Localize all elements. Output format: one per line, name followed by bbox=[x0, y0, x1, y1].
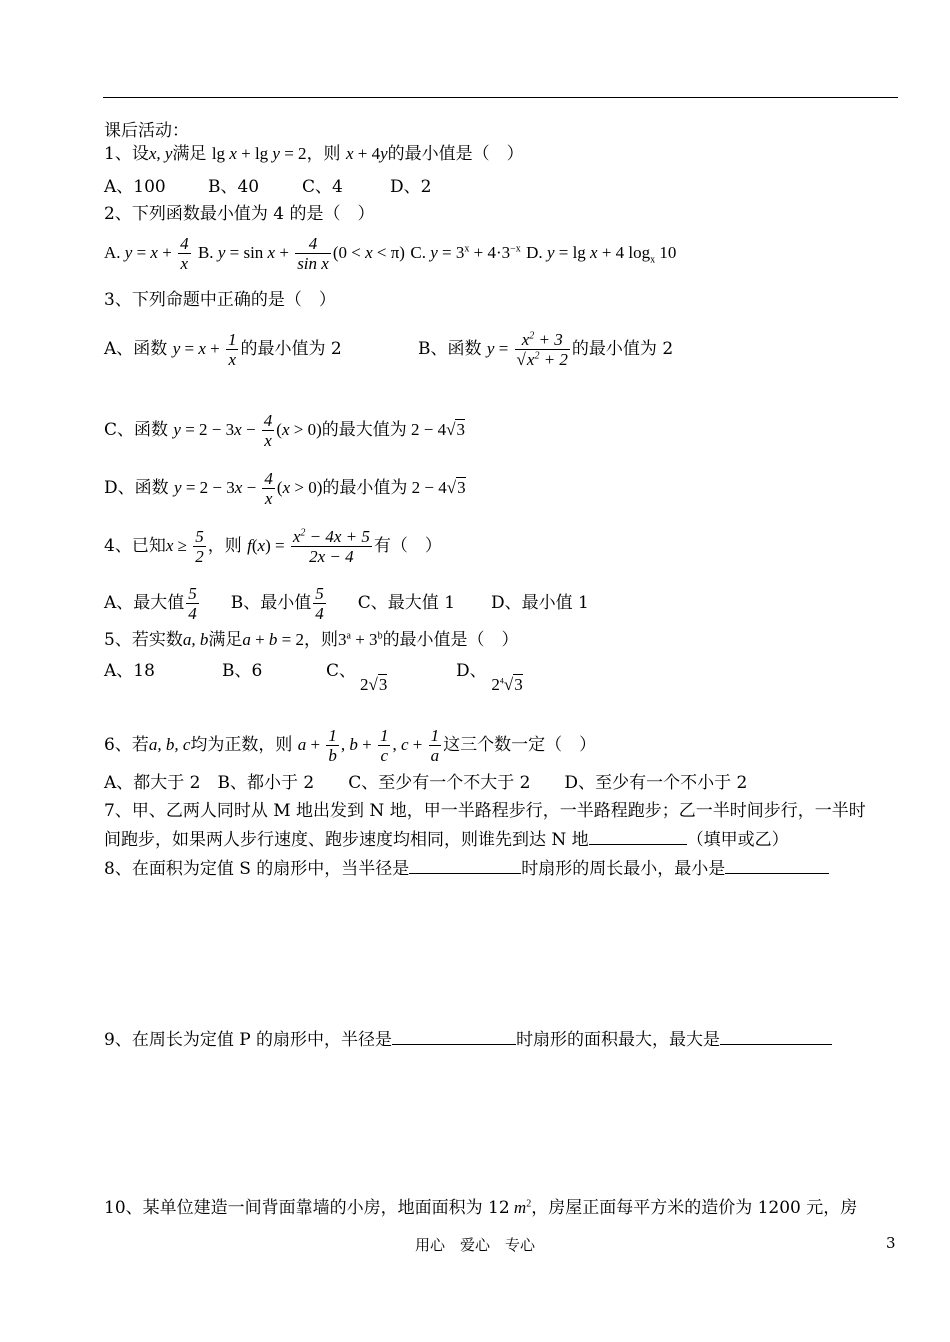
question-3-stem: 3、下列命题中正确的是（ ） bbox=[104, 290, 336, 310]
answer-blank[interactable] bbox=[725, 857, 829, 874]
question-6-options: A、都大于 2 B、都小于 2 C、至少有一个不大于 2 D、至少有一个不小于 2 bbox=[104, 773, 748, 793]
question-4-options: A、最大值 $\frac{5}{4}$ B、最小值 $\frac{5}{4}$ C、最大值 1 D、最小值 1 bbox=[104, 584, 589, 623]
question-3-option-a: A、函数 y = x + $\frac{1}{x}$ 的最小值为 2 bbox=[104, 330, 342, 369]
question-8: 8、在面积为定值 S 的扇形中，当半径是 时扇形的周长最小，最小是 bbox=[104, 857, 829, 880]
question-2-stem: 2、下列函数最小值为 4 的是（ ） bbox=[104, 204, 375, 224]
question-5-stem: 5、若实数a, b满足a + b = 2，则$3^a + 3^b$的最小值是（ ） bbox=[104, 630, 519, 650]
question-3-option-d: D、函数 y = 2 − 3x − $\frac{4}{x}$ (x > 0)的最小值为 2 − 4√3 bbox=[104, 469, 466, 508]
section-title: 课后活动： bbox=[104, 121, 189, 141]
question-2-options: A. y = x + $\frac{4}{x}$ B. y = sin x + $\frac{4}{\text{sin x}}$ (0 < x < π) C. $y = 3^x + 4\cdot 3^{-x}$ D. y = lg x + 4 $\log_x 10$ bbox=[104, 234, 677, 273]
question-9: 9、在周长为定值 P 的扇形中，半径是 时扇形的面积最大，最大是 bbox=[104, 1028, 832, 1051]
question-5-option-values: 2√3 $2^4√3$ bbox=[360, 675, 523, 694]
answer-blank[interactable] bbox=[409, 857, 521, 874]
option-b: B、40 bbox=[208, 177, 260, 197]
option-c: C、4 bbox=[302, 177, 343, 197]
question-7-line-2: 间跑步，如果两人步行速度、跑步速度均相同，则谁先到达 N 地 （填甲或乙） bbox=[104, 830, 789, 850]
footer-motto: 用心 爱心 专心 bbox=[415, 1236, 536, 1254]
question-4-stem: 4、已知x ≥ $\frac{5}{2}$ ，则 f(x) = $\frac{x^2 - 4x + 5}{2x - 4}$ 有（ ） bbox=[104, 527, 442, 566]
question-3-option-c: C、函数 y = 2 − 3x − $\frac{4}{x}$ (x > 0)的最大值为 2 − 4√3 bbox=[104, 411, 465, 450]
question-6-stem: 6、若a, b, c均为正数，则 a + $\frac{1}{b}$ , b + $\frac{1}{c}$ , c + $\frac{1}{a}$ 这三个数一定（ ） bbox=[104, 726, 597, 765]
question-7-line-1: 7、甲、乙两人同时从 M 地出发到 N 地，甲一半路程步行，一半路程跑步；乙一半时间步行，一半时 bbox=[104, 801, 866, 821]
header-rule bbox=[103, 97, 898, 98]
question-3-option-b: B、函数 y = $\frac{x^2 + 3}{√x^2 + 2}$ 的最小值为 2 bbox=[418, 330, 674, 369]
option-a: A、100 bbox=[104, 177, 166, 197]
answer-blank[interactable] bbox=[589, 828, 687, 845]
page-number: 3 bbox=[886, 1234, 896, 1252]
question-5-options: A、18 B、6 C、 D、 bbox=[104, 661, 487, 681]
question-10: 10、某单位建造一间背面靠墙的小房，地面面积为 12 $m^2$，房屋正面每平方米的造价为 1200 元，房 bbox=[104, 1198, 858, 1218]
question-1-stem: 1、设x, y满足 lg x + lg y = 2，则 x + 4y的最小值是（ ） bbox=[104, 144, 524, 164]
answer-blank[interactable] bbox=[720, 1028, 832, 1045]
answer-blank[interactable] bbox=[392, 1028, 516, 1045]
option-d: D、2 bbox=[390, 177, 432, 197]
question-1-options bbox=[104, 176, 431, 198]
